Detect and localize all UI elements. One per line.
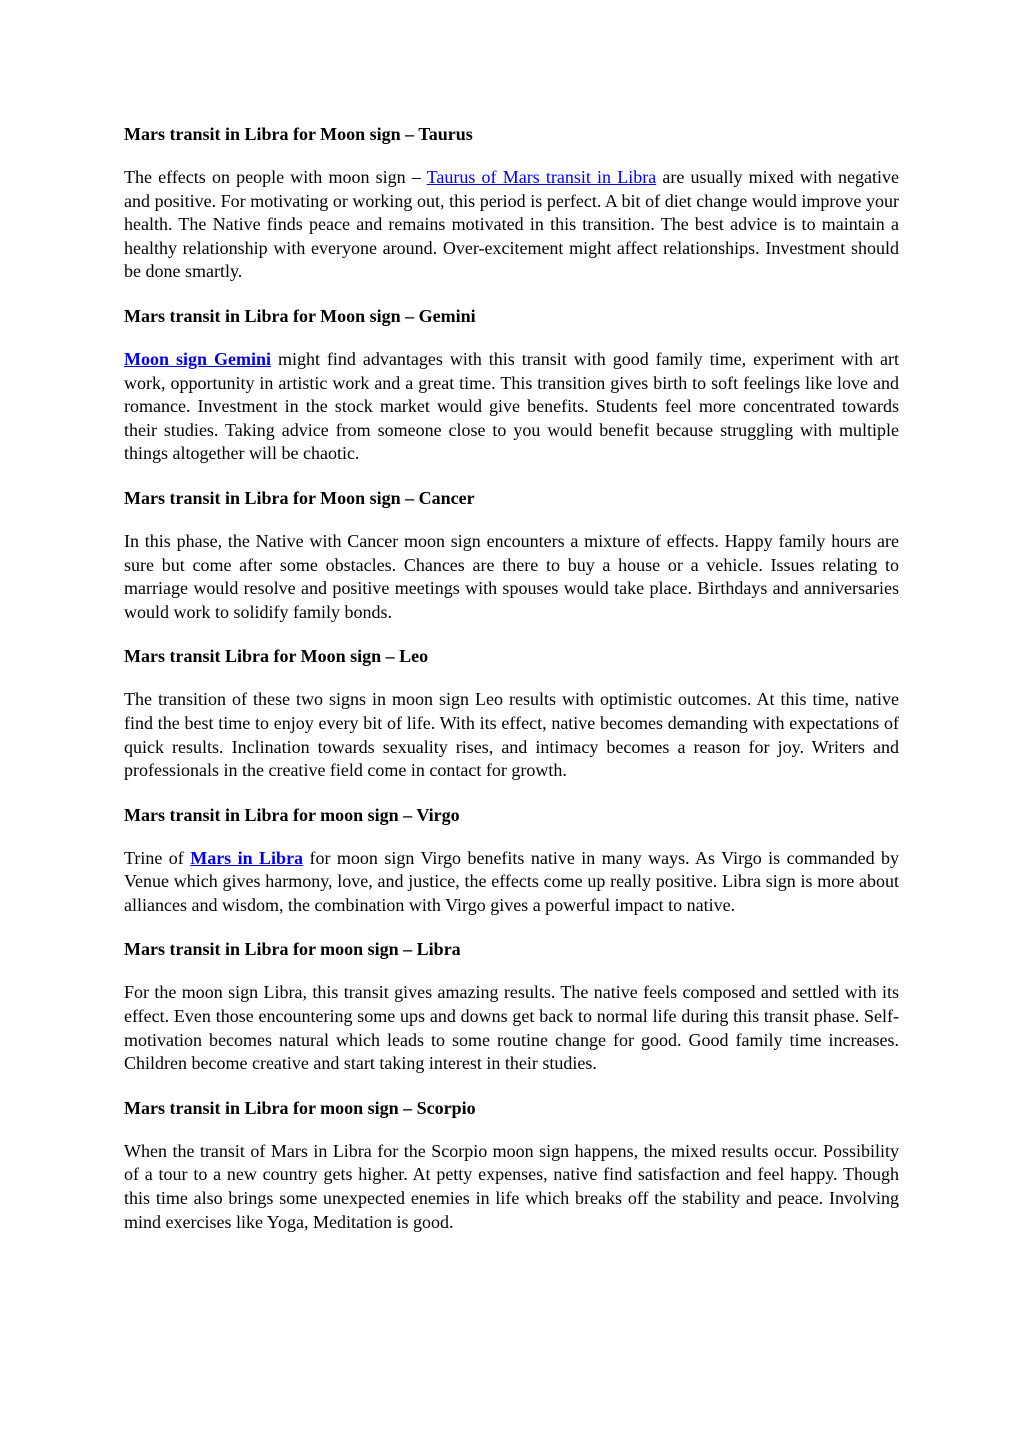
- section-heading-cancer: Mars transit in Libra for Moon sign – Cancer: [124, 487, 475, 508]
- section-body-virgo: [124, 847, 899, 918]
- section-body-cancer: In this phase, the Native with Cancer moon sign encounters a mixture of effects. Happy family hours are sure but come after some obstacles. Chances are there to buy a house or a vehicle. Issues relating to marriage would resolve and positive meetings with spouses would take place. Birthdays and anniversaries would work to solidify family bonds.: [124, 530, 899, 622]
- moon-sign-gemini-link[interactable]: Moon sign Gemini: [124, 348, 271, 369]
- section-heading-virgo: Mars transit in Libra for moon sign – Virgo: [124, 804, 460, 825]
- mars-in-libra-link[interactable]: Mars in Libra: [190, 847, 304, 868]
- body-text-post: might find advantages with this transit with good family time, experiment with art work, opportunity in artistic work and a great time. This transition gives birth to soft feelings like love and romance. Investment in the stock market would give benefits. Students feel more concentrated towards their studies. Taking advice from someone close to you would benefit because struggling with multiple things altogether will be chaotic.: [124, 348, 900, 464]
- document-page: [124, 122, 899, 1254]
- taurus-transit-link[interactable]: Taurus of Mars transit in Libra: [426, 167, 657, 187]
- body-text-post: are usually mixed with negative and positive. For motivating or working out, this period is perfect. A bit of diet change would improve your health. The Native finds peace and remains motivated in this transition. The best advice is to maintain a healthy relationship with everyone around. Over-excitement might affect relationships. Investment should be done smartly.: [124, 167, 899, 282]
- body-text-pre: Trine of: [124, 847, 191, 868]
- section-heading-leo: Mars transit Libra for Moon sign – Leo: [124, 646, 429, 667]
- section-body-gemini: [124, 348, 899, 466]
- body-text-post: for moon sign Virgo benefits native in many ways. As Virgo is commanded by Venue which gives harmony, love, and justice, the effects come up really positive. Libra sign is more about alliances and wisdom, the combination with Virgo gives a powerful impact to native.: [124, 847, 899, 915]
- section-body-taurus: [124, 166, 899, 284]
- section-body-libra: For the moon sign Libra, this transit gives amazing results. The native feels composed and settled with its effect. Even those encountering some ups and downs get back to normal life during this transit phase. Self-motivation becomes natural which leads to some routine change for good. Good family time increases. Children become creative and start taking interest in their studies.: [124, 982, 899, 1074]
- section-body-scorpio: When the transit of Mars in Libra for the Scorpio moon sign happens, the mixed results occur. Possibility of a tour to a new country gets higher. At petty expenses, native find satisfaction and feel happy. Though this time also brings some unexpected enemies in life which breaks off the stability and peace. Involving mind exercises like Yoga, Meditation is good.: [124, 1140, 899, 1232]
- section-body-leo: The transition of these two signs in moon sign Leo results with optimistic outcomes. At this time, native find the best time to enjoy every bit of life. With its effect, native becomes demanding with expectations of quick results. Inclination towards sexuality rises, and intimacy becomes a reason for joy. Writers and professionals in the creative field come in contact for growth.: [124, 689, 899, 781]
- body-text-pre: The effects on people with moon sign –: [124, 167, 427, 187]
- section-heading-scorpio: Mars transit in Libra for moon sign – Scorpio: [124, 1097, 476, 1118]
- section-heading-gemini: Mars transit in Libra for Moon sign – Gemini: [124, 305, 476, 326]
- section-heading-libra: Mars transit in Libra for moon sign – Libra: [124, 939, 461, 960]
- section-heading-taurus: Mars transit in Libra for Moon sign – Taurus: [124, 124, 473, 144]
